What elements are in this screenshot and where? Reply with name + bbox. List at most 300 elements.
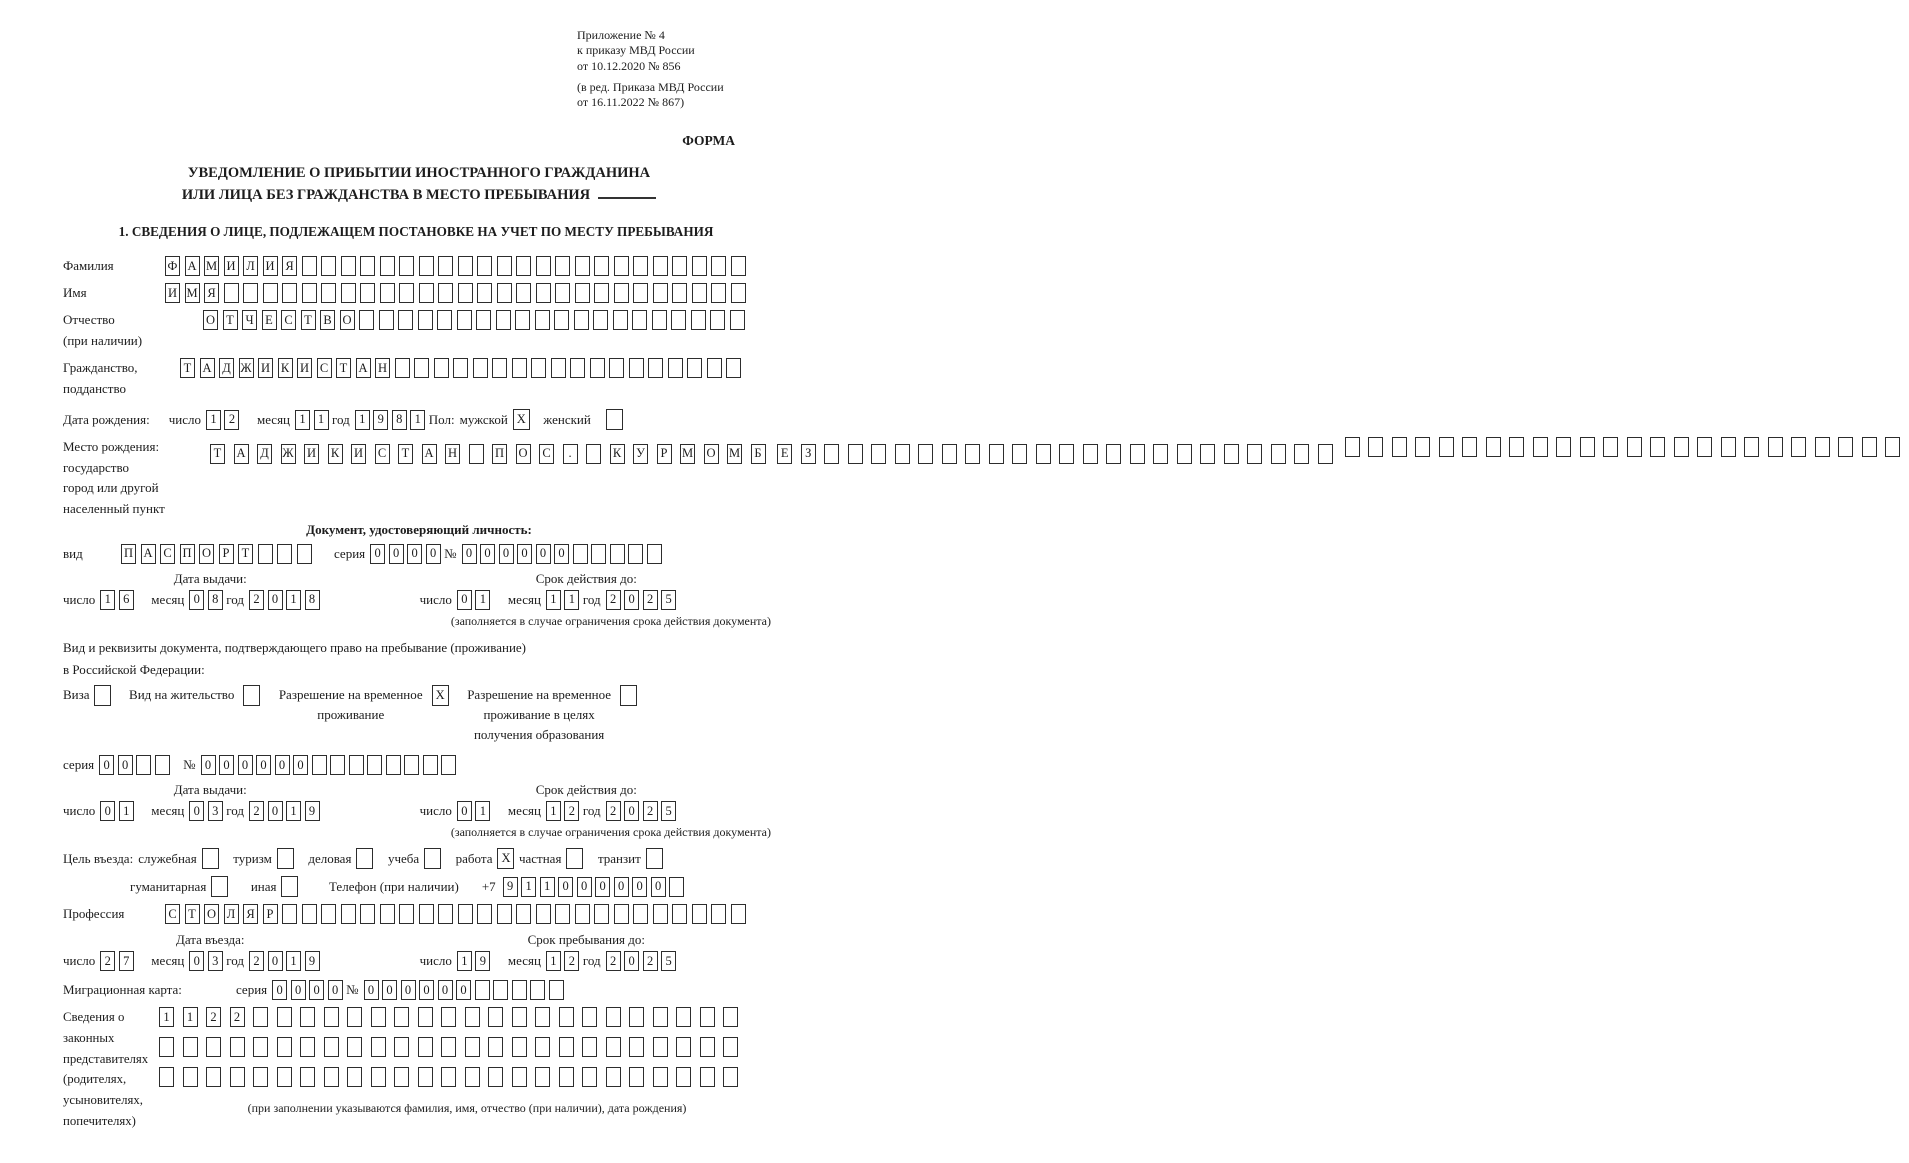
char-box[interactable] [871,444,886,464]
char-box[interactable]: П [121,544,136,564]
char-box[interactable] [438,904,453,924]
char-box[interactable] [441,1067,456,1087]
entry-day-input[interactable] [100,951,137,971]
char-box[interactable] [394,1007,409,1027]
char-box[interactable] [347,1007,362,1027]
char-box[interactable] [1200,444,1215,464]
char-box[interactable] [1580,437,1595,457]
identity-issue-year-input[interactable] [249,590,323,610]
sex-male-checkbox[interactable] [513,409,534,430]
migration-card-series-input[interactable] [272,980,346,1000]
char-box[interactable] [559,1007,574,1027]
char-box[interactable] [497,904,512,924]
char-box[interactable] [394,1037,409,1057]
char-box[interactable] [692,256,707,276]
char-box[interactable]: 5 [661,951,676,971]
char-box[interactable] [243,283,258,303]
char-box[interactable]: Д [257,444,272,464]
char-box[interactable] [1768,437,1783,457]
char-box[interactable] [386,755,401,775]
purpose-other-checkbox[interactable] [281,876,303,897]
char-box[interactable]: 7 [119,951,134,971]
char-box[interactable] [419,256,434,276]
char-box[interactable]: О [704,444,719,464]
char-box[interactable] [1509,437,1524,457]
char-box[interactable]: 1 [100,590,115,610]
char-box[interactable] [341,904,356,924]
char-box[interactable] [341,283,356,303]
char-box[interactable] [1486,437,1501,457]
char-box[interactable] [965,444,980,464]
char-box[interactable] [531,358,546,378]
purpose-work-checkbox[interactable] [497,848,519,869]
identity-issue-day-input[interactable] [100,590,137,610]
char-box[interactable]: 0 [100,801,115,821]
char-box[interactable]: А [356,358,371,378]
char-box[interactable] [633,283,648,303]
char-box[interactable] [653,1007,668,1027]
char-box[interactable]: 2 [564,951,579,971]
char-box[interactable] [555,256,570,276]
char-box[interactable] [606,409,623,430]
char-box[interactable]: К [610,444,625,464]
char-box[interactable]: А [141,544,156,564]
char-box[interactable]: 0 [558,877,573,897]
char-box[interactable] [989,444,1004,464]
char-box[interactable]: 0 [536,544,551,564]
char-box[interactable] [824,444,839,464]
char-box[interactable]: И [165,283,180,303]
char-box[interactable] [723,1037,738,1057]
char-box[interactable] [620,685,637,706]
char-box[interactable] [488,1067,503,1087]
char-box[interactable]: 2 [643,801,658,821]
char-box[interactable] [419,904,434,924]
char-box[interactable]: X [432,685,449,706]
char-box[interactable] [360,904,375,924]
char-box[interactable] [536,904,551,924]
char-box[interactable]: 9 [475,951,490,971]
char-box[interactable] [488,1007,503,1027]
char-box[interactable]: 2 [249,801,264,821]
char-box[interactable] [629,1007,644,1027]
residence-expiry-month-input[interactable] [546,801,583,821]
char-box[interactable] [1130,444,1145,464]
char-box[interactable]: 0 [457,590,472,610]
char-box[interactable]: А [234,444,249,464]
char-box[interactable] [300,1067,315,1087]
char-box[interactable]: 6 [119,590,134,610]
char-box[interactable]: 1 [546,801,561,821]
char-box[interactable] [516,283,531,303]
char-box[interactable]: 0 [370,544,385,564]
char-box[interactable] [324,1067,339,1087]
char-box[interactable] [1439,437,1454,457]
char-box[interactable]: А [185,256,200,276]
profession-input[interactable] [165,904,750,924]
char-box[interactable]: 2 [206,1007,221,1027]
char-box[interactable] [731,904,746,924]
char-box[interactable]: 0 [517,544,532,564]
char-box[interactable]: 5 [661,590,676,610]
char-box[interactable] [321,904,336,924]
identity-expiry-month-input[interactable] [546,590,583,610]
char-box[interactable] [202,848,219,869]
char-box[interactable] [371,1007,386,1027]
char-box[interactable] [570,358,585,378]
identity-doc-series-input[interactable] [370,544,444,564]
char-box[interactable] [347,1037,362,1057]
char-box[interactable] [159,1037,174,1057]
char-box[interactable] [566,848,583,869]
char-box[interactable] [848,444,863,464]
char-box[interactable] [1083,444,1098,464]
char-box[interactable]: Ч [242,310,257,330]
char-box[interactable]: 2 [643,951,658,971]
char-box[interactable]: 0 [256,755,271,775]
char-box[interactable] [441,1007,456,1027]
entry-year-input[interactable] [249,951,323,971]
char-box[interactable] [277,1067,292,1087]
char-box[interactable] [652,310,667,330]
char-box[interactable] [418,1007,433,1027]
char-box[interactable] [676,1037,691,1057]
char-box[interactable] [465,1007,480,1027]
char-box[interactable]: 1 [410,410,425,430]
char-box[interactable] [691,310,706,330]
birth-month-input[interactable] [295,410,332,430]
char-box[interactable] [243,685,260,706]
char-box[interactable] [593,310,608,330]
char-box[interactable] [536,256,551,276]
char-box[interactable]: И [304,444,319,464]
char-box[interactable] [1462,437,1477,457]
char-box[interactable]: 8 [392,410,407,430]
char-box[interactable]: Ж [281,444,296,464]
char-box[interactable]: 1 [475,590,490,610]
char-box[interactable]: 3 [208,951,223,971]
char-box[interactable] [380,283,395,303]
residence-issue-month-input[interactable] [189,801,226,821]
purpose-humanitarian-checkbox[interactable] [211,876,233,897]
char-box[interactable] [535,1007,550,1027]
char-box[interactable]: 0 [456,980,471,1000]
residence-issue-day-input[interactable] [100,801,137,821]
char-box[interactable]: X [497,848,514,869]
char-box[interactable] [399,256,414,276]
char-box[interactable] [465,1037,480,1057]
char-box[interactable]: П [492,444,507,464]
char-box[interactable]: 0 [624,590,639,610]
char-box[interactable] [282,904,297,924]
citizenship-input[interactable] [180,358,746,378]
char-box[interactable] [535,1067,550,1087]
char-box[interactable] [1294,444,1309,464]
char-box[interactable] [687,358,702,378]
char-box[interactable] [497,256,512,276]
char-box[interactable] [473,358,488,378]
char-box[interactable] [183,1037,198,1057]
char-box[interactable] [606,1037,621,1057]
char-box[interactable] [1392,437,1407,457]
char-box[interactable]: Б [751,444,766,464]
char-box[interactable] [297,544,312,564]
char-box[interactable]: 1 [546,951,561,971]
char-box[interactable]: . [563,444,578,464]
char-box[interactable] [94,685,111,706]
char-box[interactable] [458,256,473,276]
char-box[interactable] [302,283,317,303]
char-box[interactable] [692,283,707,303]
purpose-study-checkbox[interactable] [424,848,446,869]
identity-expiry-day-input[interactable] [457,590,494,610]
char-box[interactable] [418,310,433,330]
char-box[interactable] [1603,437,1618,457]
char-box[interactable]: 0 [438,980,453,1000]
char-box[interactable] [669,877,684,897]
temp-residence-checkbox[interactable] [432,685,454,706]
char-box[interactable]: Т [301,310,316,330]
char-box[interactable] [692,904,707,924]
char-box[interactable]: 0 [624,801,639,821]
birth-year-input[interactable] [355,410,429,430]
char-box[interactable] [437,310,452,330]
char-box[interactable] [1177,444,1192,464]
char-box[interactable]: О [204,904,219,924]
char-box[interactable]: 0 [577,877,592,897]
char-box[interactable]: И [297,358,312,378]
char-box[interactable] [458,904,473,924]
char-box[interactable]: М [680,444,695,464]
char-box[interactable]: 0 [389,544,404,564]
char-box[interactable] [136,755,151,775]
surname-input[interactable] [165,256,750,276]
char-box[interactable] [582,1007,597,1027]
char-box[interactable]: 1 [286,590,301,610]
char-box[interactable] [330,755,345,775]
char-box[interactable] [726,358,741,378]
char-box[interactable] [512,1067,527,1087]
char-box[interactable] [277,1007,292,1027]
char-box[interactable]: С [317,358,332,378]
char-box[interactable] [302,256,317,276]
char-box[interactable]: 0 [595,877,610,897]
char-box[interactable]: 0 [238,755,253,775]
char-box[interactable]: С [281,310,296,330]
char-box[interactable]: С [165,904,180,924]
char-box[interactable] [418,1037,433,1057]
char-box[interactable]: И [263,256,278,276]
char-box[interactable] [399,283,414,303]
char-box[interactable] [1627,437,1642,457]
char-box[interactable] [419,283,434,303]
char-box[interactable]: 0 [293,755,308,775]
char-box[interactable] [653,904,668,924]
char-box[interactable]: А [422,444,437,464]
char-box[interactable]: Т [336,358,351,378]
char-box[interactable] [424,848,441,869]
char-box[interactable] [707,358,722,378]
char-box[interactable] [700,1007,715,1027]
char-box[interactable] [1415,437,1430,457]
char-box[interactable]: 0 [328,980,343,1000]
char-box[interactable]: О [199,544,214,564]
char-box[interactable] [1271,444,1286,464]
purpose-private-checkbox[interactable] [566,848,588,869]
char-box[interactable] [711,283,726,303]
char-box[interactable] [321,283,336,303]
char-box[interactable] [672,283,687,303]
char-box[interactable] [610,544,625,564]
char-box[interactable] [1247,444,1262,464]
char-box[interactable] [1697,437,1712,457]
char-box[interactable]: Р [219,544,234,564]
char-box[interactable]: Я [243,904,258,924]
char-box[interactable] [629,1037,644,1057]
char-box[interactable]: 2 [230,1007,245,1027]
char-box[interactable] [559,1037,574,1057]
char-box[interactable]: 0 [118,755,133,775]
char-box[interactable] [206,1067,221,1087]
birth-day-input[interactable] [206,410,243,430]
char-box[interactable] [347,1067,362,1087]
char-box[interactable] [379,310,394,330]
stay-year-input[interactable] [606,951,680,971]
char-box[interactable]: 2 [100,951,115,971]
char-box[interactable] [477,256,492,276]
char-box[interactable]: 0 [291,980,306,1000]
char-box[interactable] [434,358,449,378]
char-box[interactable] [476,310,491,330]
char-box[interactable] [321,256,336,276]
char-box[interactable]: О [516,444,531,464]
patronymic-input[interactable] [203,310,749,330]
char-box[interactable] [1012,444,1027,464]
char-box[interactable] [206,1037,221,1057]
char-box[interactable]: 0 [457,801,472,821]
char-box[interactable] [512,358,527,378]
char-box[interactable] [586,444,601,464]
char-box[interactable] [1153,444,1168,464]
char-box[interactable] [360,283,375,303]
char-box[interactable] [441,755,456,775]
representatives-input-row2[interactable] [159,1037,747,1057]
char-box[interactable]: М [204,256,219,276]
char-box[interactable]: 1 [314,410,329,430]
char-box[interactable]: К [328,444,343,464]
sex-female-checkbox[interactable] [606,409,627,430]
char-box[interactable] [441,1037,456,1057]
char-box[interactable] [535,310,550,330]
char-box[interactable] [282,283,297,303]
char-box[interactable] [359,310,374,330]
char-box[interactable]: К [278,358,293,378]
char-box[interactable] [536,283,551,303]
char-box[interactable] [671,310,686,330]
entry-month-input[interactable] [189,951,226,971]
char-box[interactable] [1036,444,1051,464]
char-box[interactable]: Я [282,256,297,276]
char-box[interactable]: Н [445,444,460,464]
purpose-transit-checkbox[interactable] [646,848,668,869]
char-box[interactable] [614,904,629,924]
char-box[interactable] [574,310,589,330]
char-box[interactable]: У [633,444,648,464]
char-box[interactable] [1885,437,1900,457]
char-box[interactable] [676,1067,691,1087]
char-box[interactable]: 1 [286,801,301,821]
char-box[interactable]: 9 [305,801,320,821]
char-box[interactable] [628,544,643,564]
char-box[interactable] [1650,437,1665,457]
char-box[interactable] [418,1067,433,1087]
char-box[interactable] [594,283,609,303]
char-box[interactable] [1318,444,1333,464]
char-box[interactable] [371,1067,386,1087]
purpose-business-checkbox[interactable] [356,848,378,869]
char-box[interactable] [606,1007,621,1027]
char-box[interactable] [1674,437,1689,457]
char-box[interactable] [253,1037,268,1057]
char-box[interactable] [423,755,438,775]
char-box[interactable]: О [340,310,355,330]
representatives-input-row1[interactable] [159,1007,747,1027]
birth-place-input-row3[interactable] [1345,437,1909,457]
char-box[interactable]: 0 [364,980,379,1000]
char-box[interactable]: 9 [503,877,518,897]
char-box[interactable] [730,310,745,330]
char-box[interactable]: Я [204,283,219,303]
char-box[interactable] [1345,437,1360,457]
char-box[interactable] [918,444,933,464]
char-box[interactable]: 0 [651,877,666,897]
char-box[interactable]: 0 [309,980,324,1000]
char-box[interactable]: Л [243,256,258,276]
char-box[interactable]: 0 [419,980,434,1000]
char-box[interactable] [1224,444,1239,464]
char-box[interactable]: Т [185,904,200,924]
char-box[interactable] [648,358,663,378]
char-box[interactable] [575,256,590,276]
char-box[interactable] [1791,437,1806,457]
char-box[interactable] [1059,444,1074,464]
char-box[interactable] [367,755,382,775]
char-box[interactable]: С [375,444,390,464]
char-box[interactable] [399,904,414,924]
char-box[interactable]: 8 [305,590,320,610]
char-box[interactable]: Л [224,904,239,924]
char-box[interactable]: 0 [407,544,422,564]
char-box[interactable]: 2 [249,951,264,971]
char-box[interactable] [438,283,453,303]
char-box[interactable] [211,876,228,897]
char-box[interactable] [573,544,588,564]
char-box[interactable]: 1 [475,801,490,821]
char-box[interactable] [465,1067,480,1087]
char-box[interactable] [653,1037,668,1057]
char-box[interactable] [723,1067,738,1087]
residence-expiry-day-input[interactable] [457,801,494,821]
char-box[interactable]: С [160,544,175,564]
char-box[interactable] [942,444,957,464]
char-box[interactable] [629,358,644,378]
char-box[interactable] [349,755,364,775]
char-box[interactable]: Д [219,358,234,378]
char-box[interactable] [594,904,609,924]
char-box[interactable] [477,283,492,303]
char-box[interactable]: И [351,444,366,464]
char-box[interactable]: М [727,444,742,464]
